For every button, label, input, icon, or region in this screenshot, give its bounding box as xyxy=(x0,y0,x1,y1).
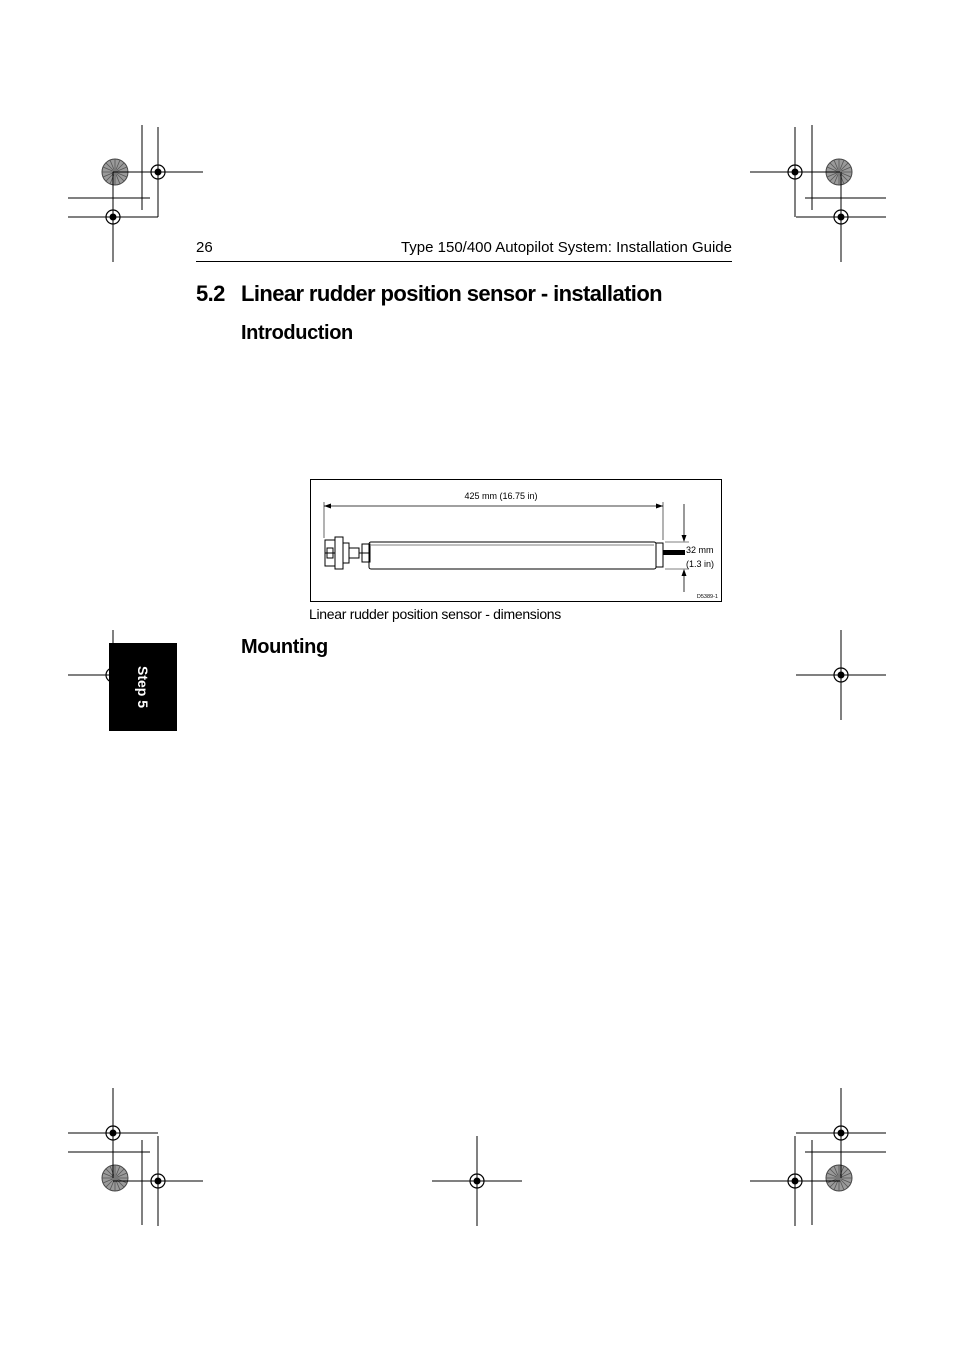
figure-code: D5389-1 xyxy=(696,594,718,600)
section-title xyxy=(196,281,662,307)
step-side-tab xyxy=(109,643,177,731)
section-title-text: Linear rudder position sensor - installation xyxy=(241,281,662,306)
sensor-drawing xyxy=(311,480,721,601)
heading-mounting: Mounting xyxy=(241,636,328,658)
page-number: 26 xyxy=(196,239,213,256)
section-number: 5.2 xyxy=(196,281,225,306)
diameter-label-mm: 32 mm xyxy=(686,545,714,555)
sensor-cable xyxy=(663,550,685,555)
running-header-title: Type 150/400 Autopilot System: Installation Guide xyxy=(400,239,732,256)
figure-caption: Linear rudder position sensor - dimensions xyxy=(309,606,561,622)
step-tab-label: Step 5 xyxy=(135,665,151,709)
header-rule xyxy=(196,261,732,262)
length-label: 425 mm (16.75 in) xyxy=(464,491,538,501)
sensor-body xyxy=(362,542,663,569)
sensor-dimensions-figure xyxy=(310,479,722,602)
diameter-label-in: (1.3 in) xyxy=(686,559,715,569)
heading-introduction: Introduction xyxy=(241,322,353,344)
